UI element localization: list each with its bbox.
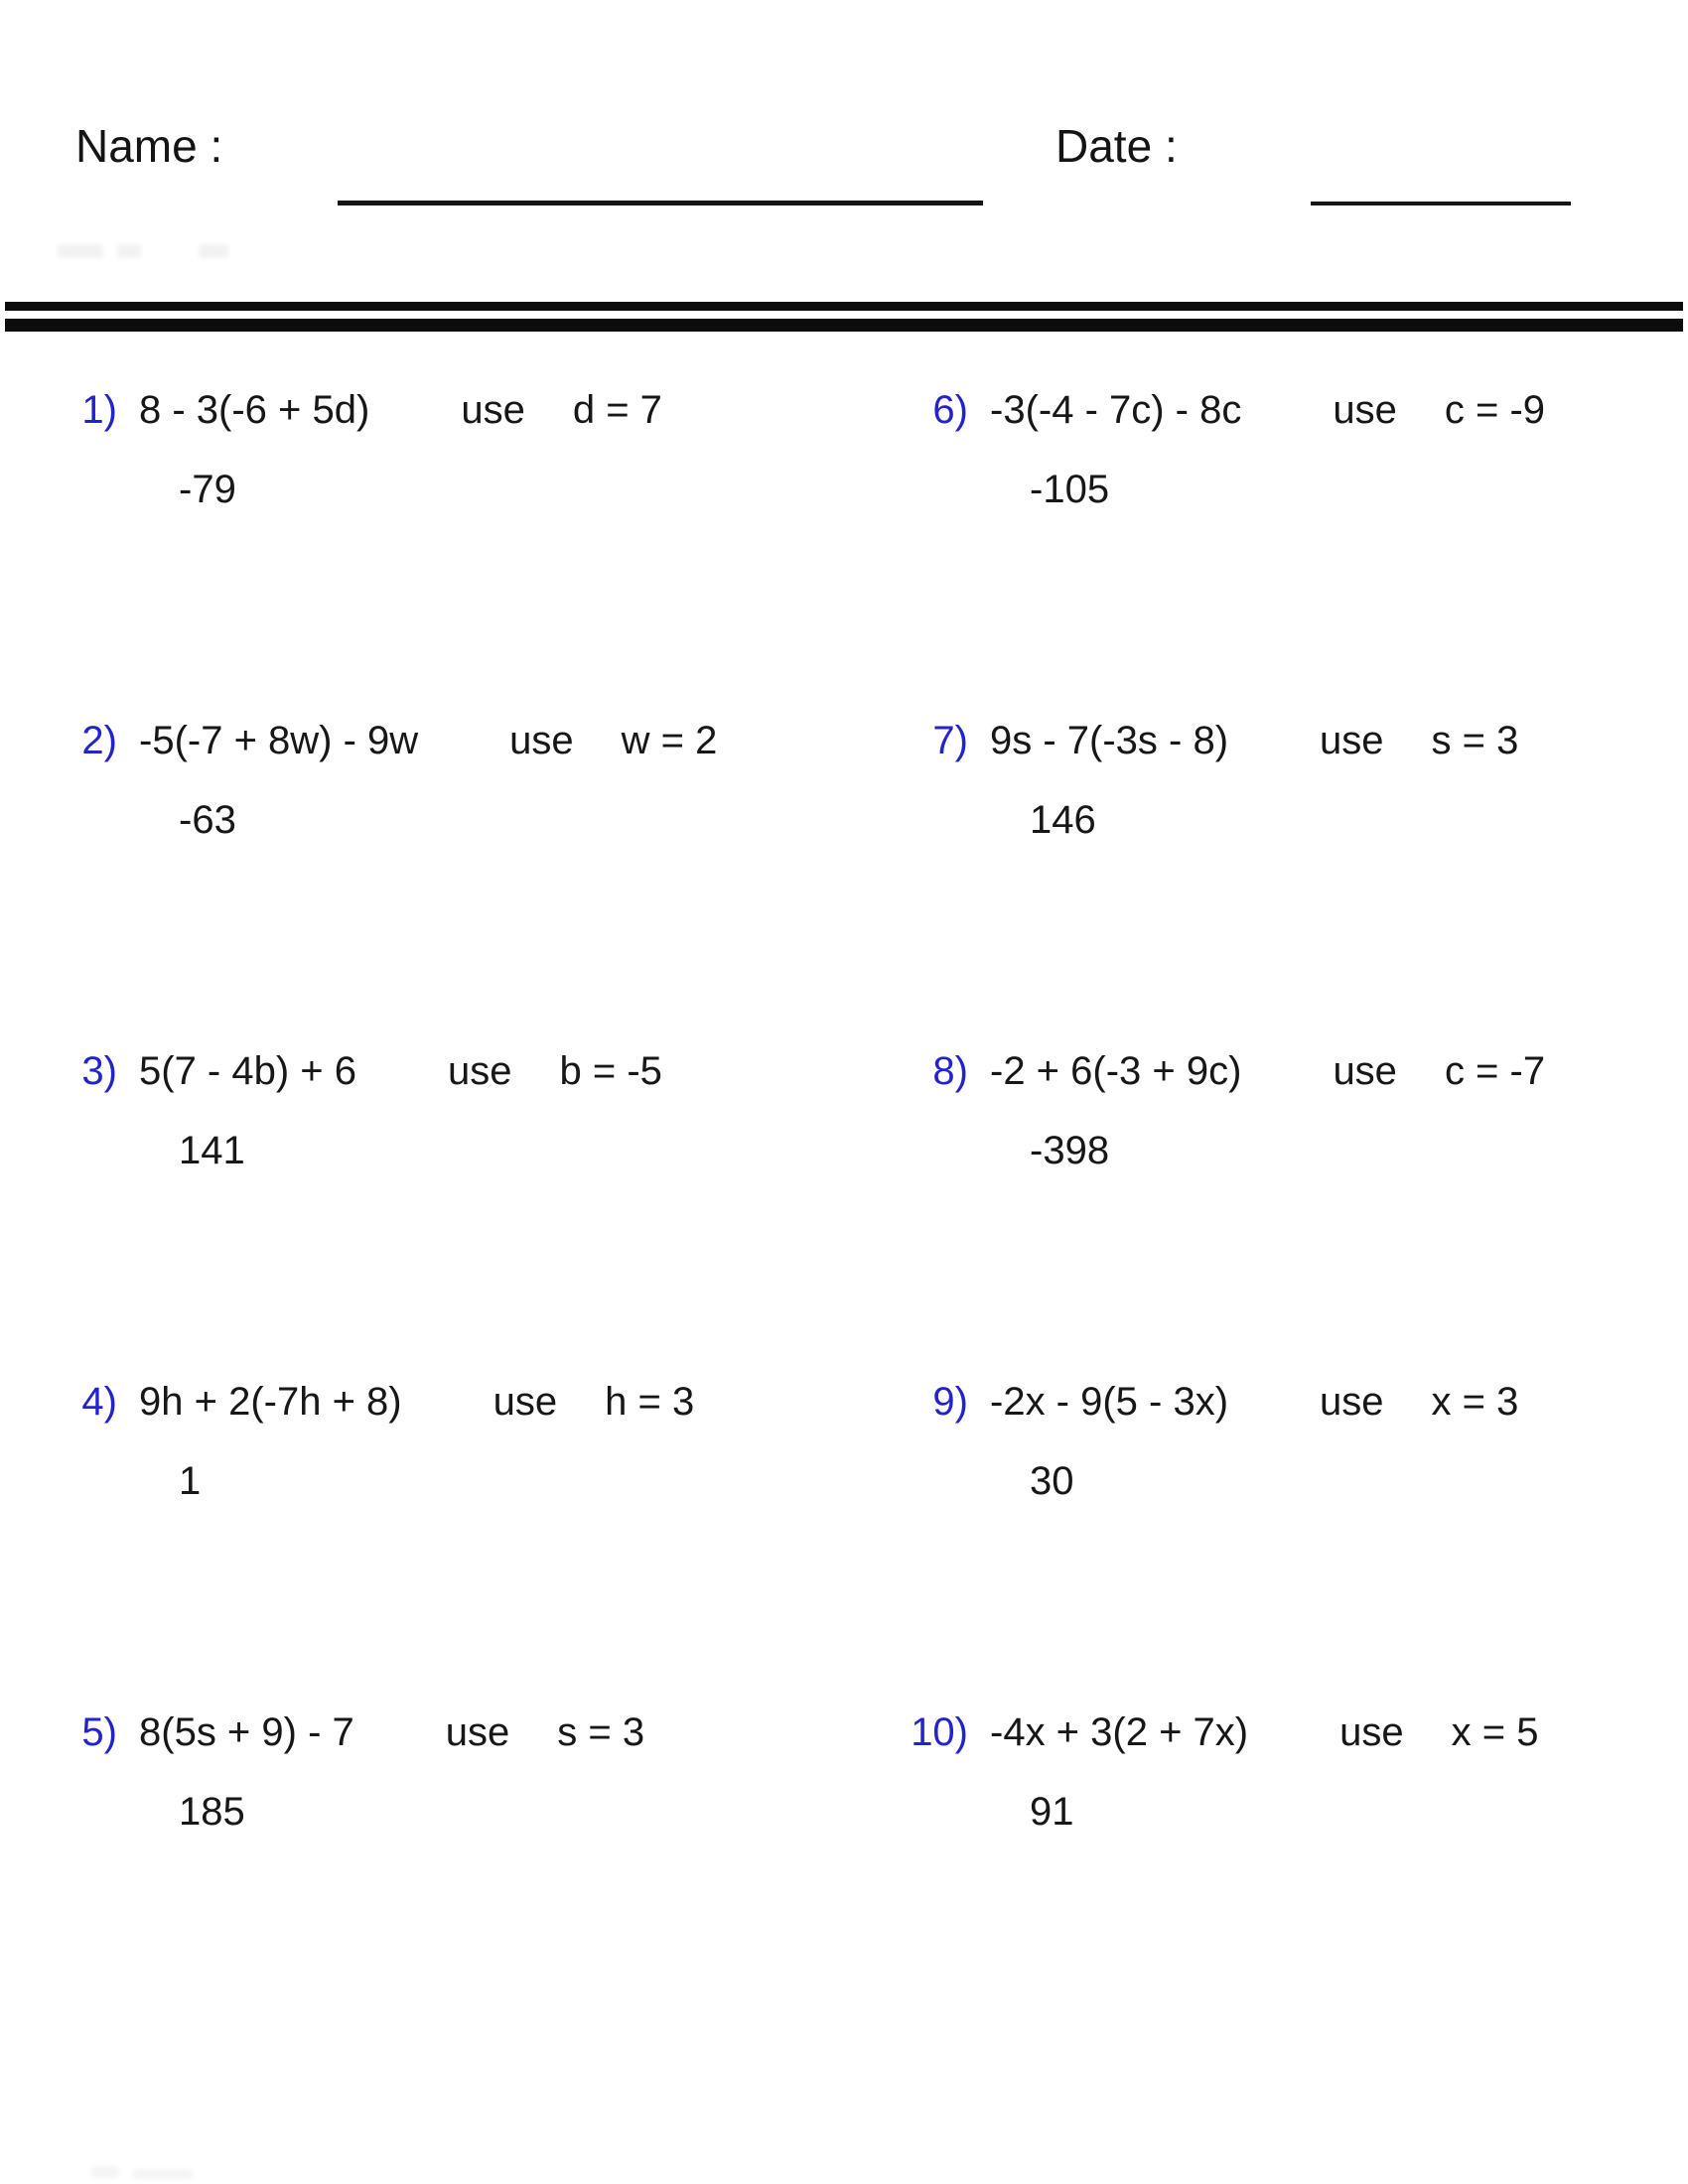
faded-watermark-remnant: [91, 2166, 193, 2179]
problem: [68, 718, 918, 1048]
substitution-value: w = 2: [621, 719, 718, 762]
problem-number: 2): [81, 719, 117, 762]
name-label: Name :: [75, 120, 223, 172]
problem-line: [68, 1048, 918, 1094]
substitution-value: s = 3: [557, 1710, 645, 1754]
problem-answer: 91: [1030, 1790, 1074, 1834]
problem-grid: [68, 387, 1688, 2040]
problem-answer: 185: [179, 1790, 245, 1834]
problem-line: [918, 1379, 1688, 1425]
problem-expression: 8 - 3(-6 + 5d): [139, 388, 370, 432]
problem-expression: 8(5s + 9) - 7: [139, 1710, 354, 1754]
problem-expression: -2x - 9(5 - 3x): [990, 1380, 1229, 1424]
use-label: use: [509, 719, 574, 762]
problem-number: 6): [932, 388, 968, 432]
header-divider-rule: [5, 302, 1683, 332]
use-label: use: [1333, 388, 1397, 432]
substitution-value: x = 3: [1431, 1380, 1519, 1424]
use-label: use: [1333, 1049, 1397, 1093]
problem-line: [918, 718, 1688, 763]
use-label: use: [445, 1710, 510, 1754]
date-blank-line[interactable]: [1311, 202, 1571, 205]
problem-expression: 9s - 7(-3s - 8): [990, 719, 1229, 762]
substitution-value: d = 7: [572, 388, 662, 432]
name-blank-line[interactable]: [338, 201, 983, 205]
problem-answer: -79: [179, 468, 236, 511]
problem: [918, 1379, 1688, 1709]
problem-line: [68, 718, 918, 763]
problem: [68, 1379, 918, 1709]
problem-answer: 30: [1030, 1459, 1074, 1503]
problem-expression: -5(-7 + 8w) - 9w: [139, 719, 419, 762]
substitution-value: s = 3: [1431, 719, 1519, 762]
substitution-value: h = 3: [605, 1380, 695, 1424]
problem-number: 9): [932, 1380, 968, 1424]
use-label: use: [492, 1380, 558, 1424]
problem-expression: 9h + 2(-7h + 8): [139, 1380, 402, 1424]
problem-answer: 1: [179, 1459, 202, 1503]
substitution-value: c = -9: [1444, 388, 1546, 432]
problem-number: 10): [911, 1710, 968, 1754]
problem-number: 7): [932, 719, 968, 762]
problem-answer: -63: [179, 798, 236, 842]
problem: [918, 718, 1688, 1048]
problem: [918, 1048, 1688, 1379]
problem-number: 3): [81, 1049, 117, 1093]
use-label: use: [461, 388, 525, 432]
use-label: use: [1320, 1380, 1384, 1424]
problem: [68, 1709, 918, 2040]
problem-answer: -105: [1030, 468, 1110, 511]
problem-answer: 141: [179, 1129, 245, 1172]
problem: [911, 1709, 1688, 2040]
substitution-value: x = 5: [1451, 1710, 1539, 1754]
problem-line: [68, 1379, 918, 1425]
problem-number: 4): [81, 1380, 117, 1424]
faded-score-remnant: [58, 244, 228, 258]
use-label: use: [1339, 1710, 1404, 1754]
problem-line: [918, 1048, 1688, 1094]
problem-expression: 5(7 - 4b) + 6: [139, 1049, 357, 1093]
use-label: use: [1320, 719, 1384, 762]
problem-expression: -4x + 3(2 + 7x): [990, 1710, 1249, 1754]
substitution-value: b = -5: [559, 1049, 662, 1093]
problem-number: 1): [81, 388, 117, 432]
date-label: Date :: [1055, 120, 1178, 172]
problem: [68, 1048, 918, 1379]
use-label: use: [448, 1049, 512, 1093]
problem-expression: -3(-4 - 7c) - 8c: [990, 388, 1242, 432]
substitution-value: c = -7: [1444, 1049, 1546, 1093]
problem-expression: -2 + 6(-3 + 9c): [990, 1049, 1242, 1093]
problem-line: [911, 1709, 1688, 1755]
problem-line: [68, 387, 918, 433]
problem-line: [918, 387, 1688, 433]
problem-line: [68, 1709, 918, 1755]
problem-number: 8): [932, 1049, 968, 1093]
problem-number: 5): [81, 1710, 117, 1754]
problem: [918, 387, 1688, 718]
problem-answer: 146: [1030, 798, 1096, 842]
problem: [68, 387, 918, 718]
problem-answer: -398: [1030, 1129, 1110, 1172]
